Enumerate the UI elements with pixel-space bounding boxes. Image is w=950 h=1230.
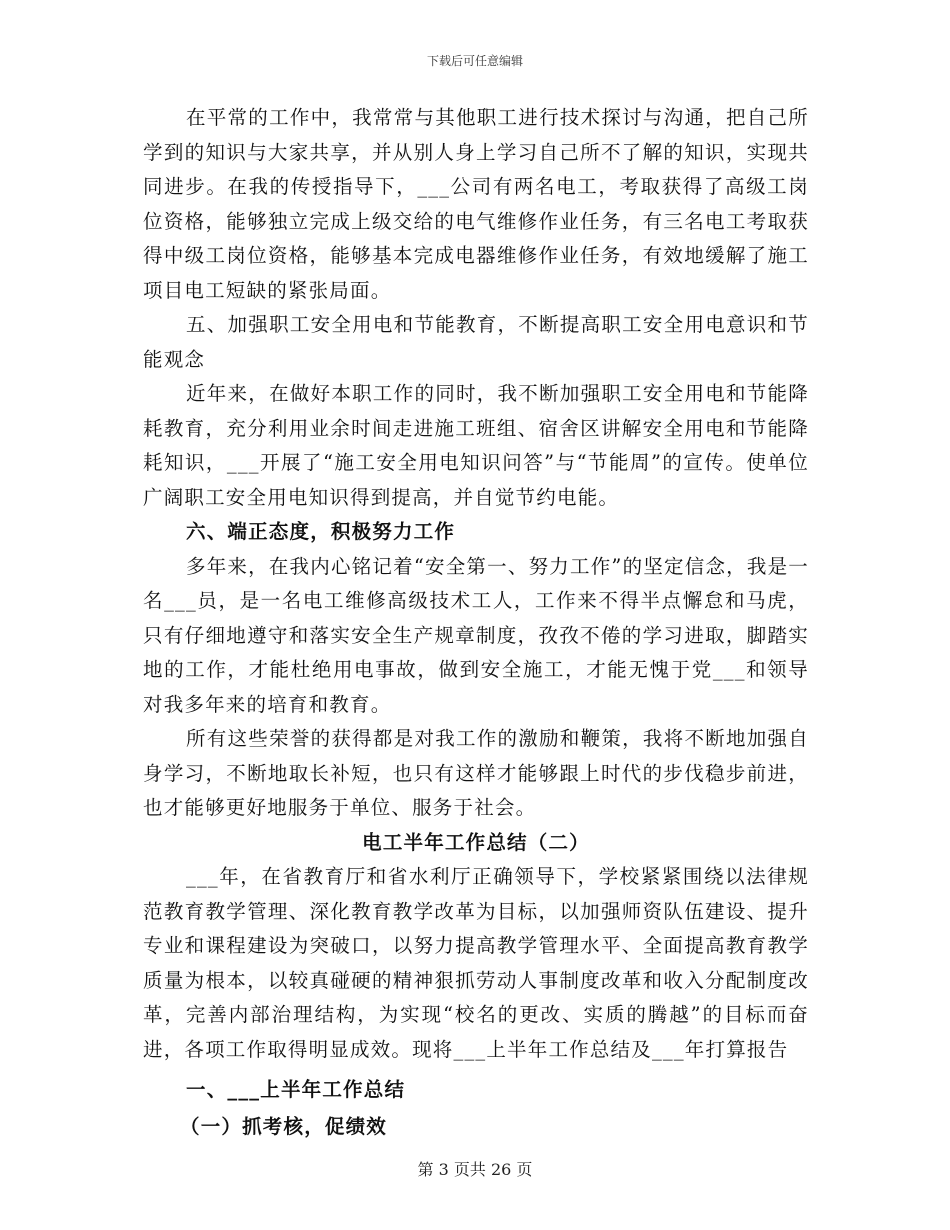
paragraph-attitude: 多年来，在我内心铭记着“安全第一、努力工作”的坚定信念，我是一名___员，是一名电工维修高级技术工人，工作来不得半点懈怠和马虎，只有仔细地遵守和落实安全生产规章制度，孜孜不倦的学习进取，脚踏实地的工作，才能杜绝用电事故，做到安全施工，才能无愧于党___和领导对我多年来的培育和教育。 — [143, 554, 809, 716]
paragraph-honors: 所有这些荣誉的获得都是对我工作的激励和鞭策，我将不断地加强自身学习，不断地取长补短，也只有这样才能够跟上时代的步伐稳步前进，也才能够更好地服务于单位、服务于社会。 — [143, 727, 809, 819]
section-heading-6: 六、端正态度，积极努力工作 — [186, 520, 456, 543]
subsection-heading-1: （一）抓考核，促绩效 — [180, 1114, 388, 1138]
document-body — [143, 101, 809, 1144]
section-heading-5: 五、加强职工安全用电和节能教育，不断提高职工安全用电意识和节能观念 — [143, 313, 809, 371]
page-footer: 第 3 页共 26 页 — [417, 1160, 533, 1179]
paragraph-intro: ___年，在省教育厅和省水利厅正确领导下，学校紧紧围绕以法律规范教育教学管理、深化教育教学改革为目标，以加强师资队伍建设、提升专业和课程建设为突破口，以努力提高教学管理水平、全面提高教育教学质量为根本，以较真碰硬的精神狠抓劳动人事制度改革和收入分配制度改革，完善内部治理结构，为实现“校名的更改、实质的腾越”的目标而奋进，各项工作取得明显成效。现将___上半年工作总结及___年打算报告 — [143, 865, 809, 1061]
paragraph-training: 在平常的工作中，我常常与其他职工进行技术探讨与沟通，把自己所学到的知识与大家共享，并从别人身上学习自己所不了解的知识，实现共同进步。在我的传授指导下，___公司有两名电工，考取获得了高级工岗位资格，能够独立完成上级交给的电气维修作业任务，有三名电工考取获得中级工岗位资格，能够基本完成电器维修作业任务，有效地缓解了施工项目电工短缺的紧张局面。 — [143, 106, 809, 302]
document-title-2: 电工半年工作总结（二） — [362, 830, 590, 854]
page-header: 下载后可任意编辑 — [426, 54, 523, 68]
section-heading-1: 一、___上半年工作总结 — [186, 1078, 406, 1101]
paragraph-safety-education: 近年来，在做好本职工作的同时，我不断加强职工安全用电和节能降耗教育，充分利用业余时间走进施工班组、宿舍区讲解安全用电和节能降耗知识，___开展了“施工安全用电知识问答”与“节能周”的宣传。使单位广阔职工安全用电知识得到提高，并自觉节约电能。 — [143, 382, 809, 509]
